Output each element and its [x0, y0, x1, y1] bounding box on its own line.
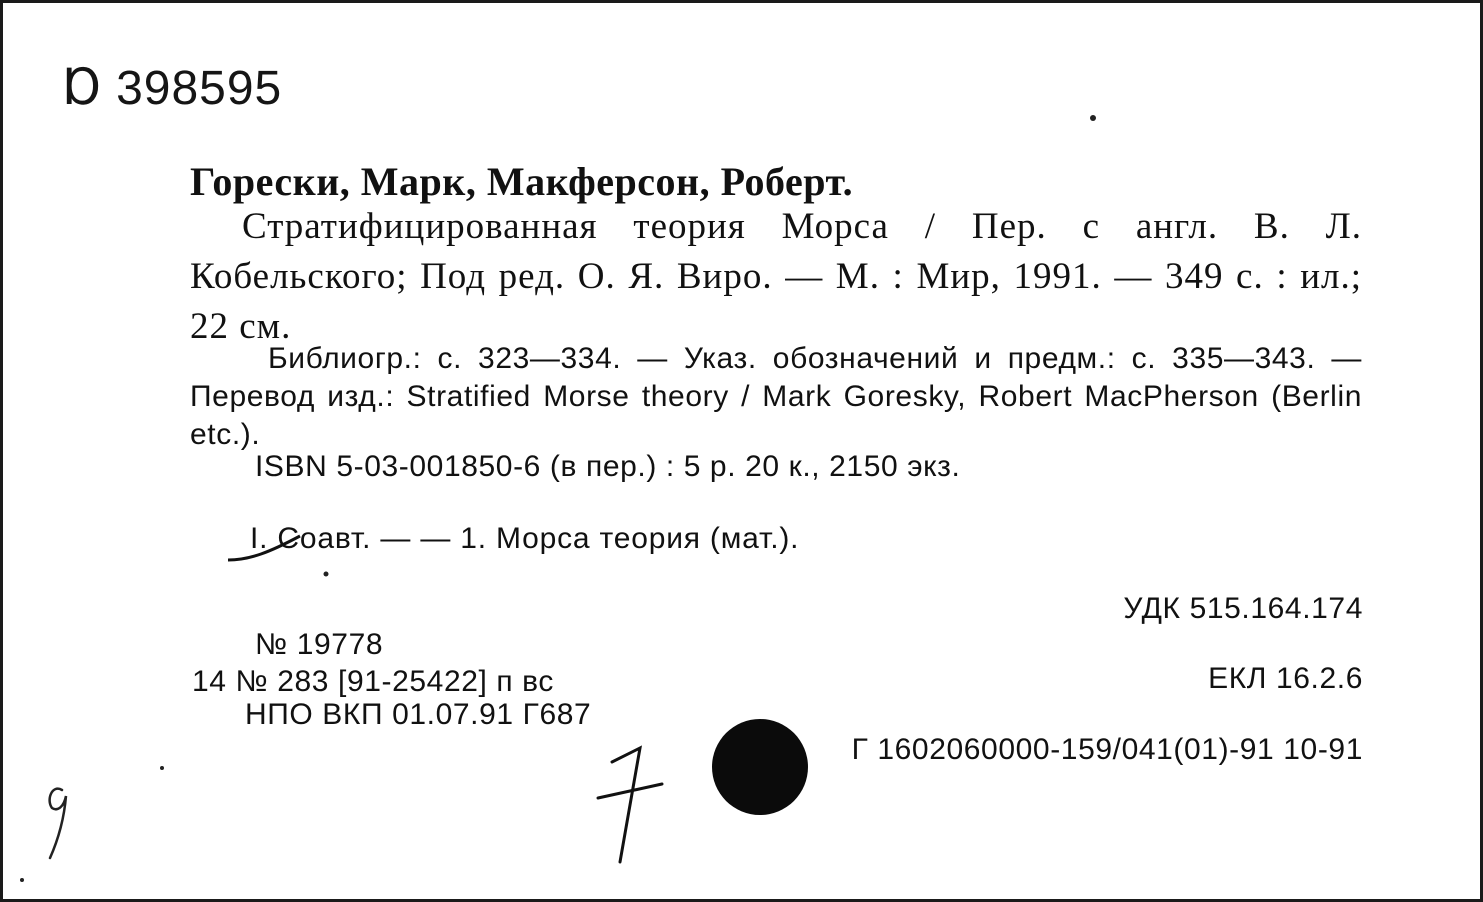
print-line: 14 № 283 [91-25422] п вс — [192, 665, 554, 698]
order-number: № 19778 — [255, 628, 384, 661]
inventory-mark: Ɒ — [64, 59, 105, 115]
npo-line: НПО ВКП 01.07.91 Г687 — [245, 698, 592, 731]
inventory-number — [64, 58, 282, 116]
isbn-line: ISBN 5-03-001850-6 (в пер.) : 5 р. 20 к., 2150 экз. — [255, 450, 961, 483]
inventory-digits: 398595 — [116, 62, 283, 115]
tracing-line: I. Соавт. — — 1. Морса теория (мат.). — [250, 522, 800, 555]
ink-blot — [712, 719, 808, 815]
udk-code: УДК 515.164.174 — [1123, 592, 1363, 625]
notes-block: Библиогр.: с. 323—334. — Указ. обозначений и предм.: с. 335—343. — Перевод изд.: Stratified Morse theory / Mark Goresky, Robert MacPherson (Berlin etc.). — [190, 342, 1362, 451]
ekl-code: ЕКЛ 16.2.6 — [1208, 662, 1363, 695]
title-block: Стратифицированная теория Морса / Пер. с англ. В. Л. Кобельского; Под ред. О. Я. Виро. — М. : Мир, 1991. — 349 с. : ил.; 22 см. — [190, 206, 1362, 347]
author-heading: Горески, Марк, Макферсон, Роберт. — [190, 159, 854, 204]
publisher-code: Г 1602060000-159/041(01)-91 10-91 — [851, 733, 1363, 766]
